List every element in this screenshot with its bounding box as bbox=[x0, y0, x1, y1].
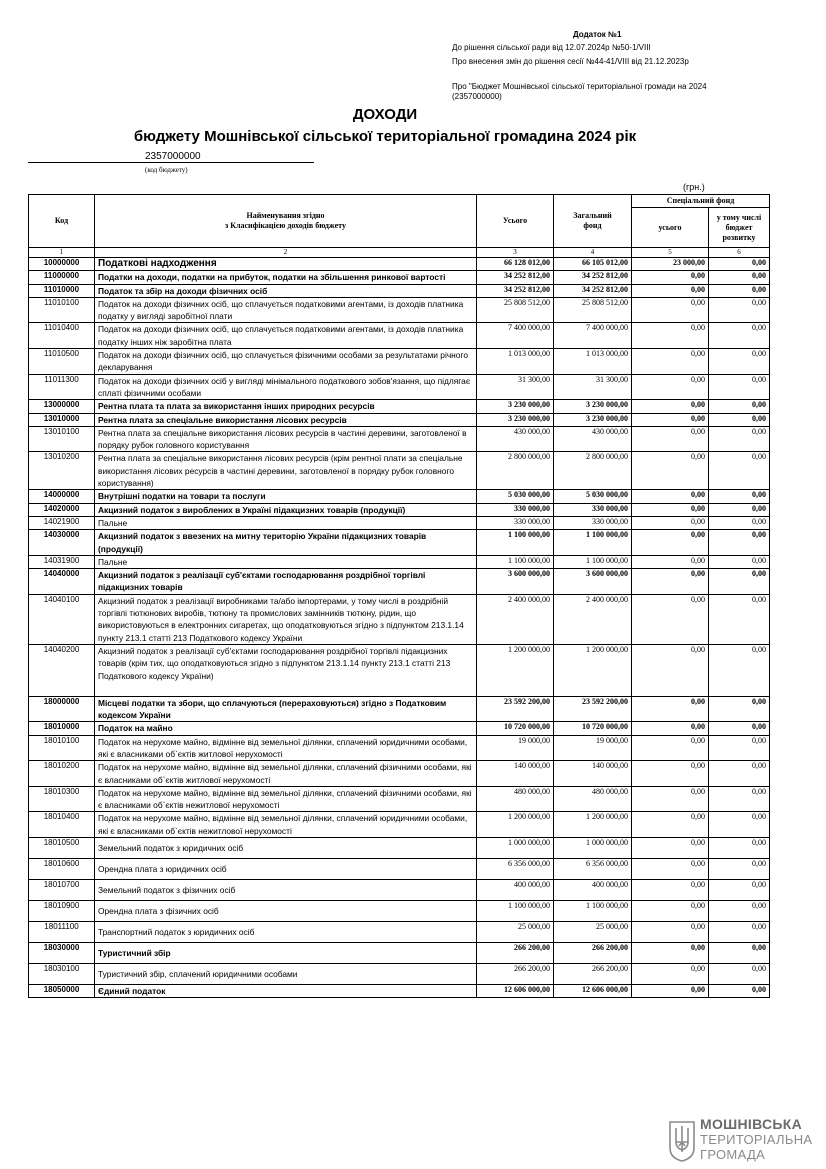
row-name: Акцизний податок з реалізації суб'єктами господарювання роздрібної торгівлі підакцизних товарів bbox=[95, 569, 477, 595]
row-special-fund: 0,00 bbox=[632, 284, 709, 297]
row-code: 18050000 bbox=[29, 985, 95, 998]
row-code: 18010400 bbox=[29, 812, 95, 838]
row-development-budget: 0,00 bbox=[709, 413, 770, 426]
row-development-budget: 0,00 bbox=[709, 555, 770, 568]
row-development-budget: 0,00 bbox=[709, 503, 770, 516]
row-general-fund: 23 592 200,00 bbox=[554, 696, 632, 722]
row-total: 7 400 000,00 bbox=[477, 323, 554, 349]
row-total: 1 013 000,00 bbox=[477, 349, 554, 375]
row-code: 18010700 bbox=[29, 880, 95, 901]
row-total: 1 100 000,00 bbox=[477, 555, 554, 568]
logo-line-2: ТЕРИТОРІАЛЬНА bbox=[700, 1132, 813, 1147]
row-general-fund: 34 252 812,00 bbox=[554, 271, 632, 284]
header-development-budget: у тому числі бюджет розвитку bbox=[709, 208, 770, 248]
header-special-total: усього bbox=[632, 208, 709, 248]
logo-line-1: МОШНІВСЬКА bbox=[700, 1116, 803, 1132]
amendment-line: Про внесення змін до рішення сесії №44-41/VIII від 21.12.2023р bbox=[452, 57, 689, 66]
row-general-fund: 1 100 000,00 bbox=[554, 530, 632, 556]
row-special-fund: 0,00 bbox=[632, 761, 709, 787]
row-general-fund: 1 100 000,00 bbox=[554, 901, 632, 922]
table-row bbox=[29, 516, 770, 529]
table-row bbox=[29, 985, 770, 998]
column-number: 5 bbox=[632, 248, 709, 258]
row-total: 66 128 012,00 bbox=[477, 258, 554, 271]
table-row bbox=[29, 426, 770, 452]
row-code: 11010400 bbox=[29, 323, 95, 349]
table-row bbox=[29, 452, 770, 490]
budget-code-underline bbox=[28, 162, 314, 163]
row-special-fund: 0,00 bbox=[632, 400, 709, 413]
row-general-fund: 25 808 512,00 bbox=[554, 297, 632, 323]
table-row bbox=[29, 761, 770, 787]
row-name: Туристичний збір, сплачений юридичними особами bbox=[95, 964, 477, 985]
row-code: 14020000 bbox=[29, 503, 95, 516]
row-general-fund: 330 000,00 bbox=[554, 516, 632, 529]
row-code: 18010300 bbox=[29, 786, 95, 812]
row-special-fund: 0,00 bbox=[632, 735, 709, 761]
row-name: Податок на нерухоме майно, відмінне від земельної ділянки, сплачений юридичними особами, які є власниками об`єктів нежитлової нерухомості bbox=[95, 812, 477, 838]
row-total: 25 808 512,00 bbox=[477, 297, 554, 323]
table-row bbox=[29, 530, 770, 556]
table-row bbox=[29, 838, 770, 859]
row-special-fund: 0,00 bbox=[632, 696, 709, 722]
row-general-fund: 2 400 000,00 bbox=[554, 594, 632, 644]
row-code: 18010100 bbox=[29, 735, 95, 761]
budget-code: 2357000000 bbox=[145, 151, 201, 162]
row-total: 34 252 812,00 bbox=[477, 271, 554, 284]
row-development-budget: 0,00 bbox=[709, 696, 770, 722]
row-special-fund: 0,00 bbox=[632, 323, 709, 349]
table-row bbox=[29, 503, 770, 516]
header-general-fund: Загальний фонд bbox=[554, 195, 632, 248]
row-total: 12 606 000,00 bbox=[477, 985, 554, 998]
row-special-fund: 0,00 bbox=[632, 555, 709, 568]
table-row bbox=[29, 323, 770, 349]
row-general-fund: 3 230 000,00 bbox=[554, 400, 632, 413]
row-special-fund: 0,00 bbox=[632, 901, 709, 922]
table-row bbox=[29, 922, 770, 943]
row-code: 18010000 bbox=[29, 722, 95, 735]
row-name: Податок на нерухоме майно, відмінне від земельної ділянки, сплачений фізичними особами, які є власниками об`єктів житлової нерухомості bbox=[95, 761, 477, 787]
row-code: 11011300 bbox=[29, 374, 95, 400]
column-number: 2 bbox=[95, 248, 477, 258]
row-development-budget: 0,00 bbox=[709, 374, 770, 400]
row-development-budget: 0,00 bbox=[709, 943, 770, 964]
row-name: Рентна плата за спеціальне використання лісових ресурсів bbox=[95, 413, 477, 426]
row-development-budget: 0,00 bbox=[709, 761, 770, 787]
row-name: Податок на нерухоме майно, відмінне від земельної ділянки, сплачений юридичними особами, які є власниками об`єктів житлової нерухомості bbox=[95, 735, 477, 761]
row-general-fund: 5 030 000,00 bbox=[554, 490, 632, 503]
row-code: 14021900 bbox=[29, 516, 95, 529]
row-code: 13010100 bbox=[29, 426, 95, 452]
table-row bbox=[29, 271, 770, 284]
row-code: 18030100 bbox=[29, 964, 95, 985]
row-special-fund: 23 000,00 bbox=[632, 258, 709, 271]
row-special-fund: 0,00 bbox=[632, 880, 709, 901]
row-name: Податок на доходи фізичних осіб, що сплачується податковими агентами, із доходів платника податку у вигляді заробітної плати bbox=[95, 297, 477, 323]
table-row bbox=[29, 880, 770, 901]
row-total: 25 000,00 bbox=[477, 922, 554, 943]
row-development-budget: 0,00 bbox=[709, 258, 770, 271]
row-general-fund: 31 300,00 bbox=[554, 374, 632, 400]
row-special-fund: 0,00 bbox=[632, 297, 709, 323]
row-total: 330 000,00 bbox=[477, 516, 554, 529]
table-row bbox=[29, 490, 770, 503]
row-code: 13010000 bbox=[29, 413, 95, 426]
table-row bbox=[29, 964, 770, 985]
table-row bbox=[29, 284, 770, 297]
row-development-budget: 0,00 bbox=[709, 812, 770, 838]
row-general-fund: 1 000 000,00 bbox=[554, 838, 632, 859]
row-code: 14000000 bbox=[29, 490, 95, 503]
row-code: 11010100 bbox=[29, 297, 95, 323]
row-total: 400 000,00 bbox=[477, 880, 554, 901]
row-name: Податок на доходи фізичних осіб, що сплачується податковими агентами, із доходів платника податку інших ніж заробітна плата bbox=[95, 323, 477, 349]
row-total: 23 592 200,00 bbox=[477, 696, 554, 722]
row-general-fund: 6 356 000,00 bbox=[554, 859, 632, 880]
row-total: 266 200,00 bbox=[477, 943, 554, 964]
currency-unit: (грн.) bbox=[683, 182, 705, 192]
column-number: 3 bbox=[477, 248, 554, 258]
table-row bbox=[29, 569, 770, 595]
row-total: 6 356 000,00 bbox=[477, 859, 554, 880]
row-code: 10000000 bbox=[29, 258, 95, 271]
row-code: 14040000 bbox=[29, 569, 95, 595]
row-special-fund: 0,00 bbox=[632, 644, 709, 696]
row-total: 31 300,00 bbox=[477, 374, 554, 400]
row-general-fund: 266 200,00 bbox=[554, 943, 632, 964]
header-total: Усього bbox=[477, 195, 554, 248]
row-development-budget: 0,00 bbox=[709, 722, 770, 735]
row-name: Орендна плата з юридичних осіб bbox=[95, 859, 477, 880]
row-special-fund: 0,00 bbox=[632, 271, 709, 284]
decision-line: До рішення сільської ради від 12.07.2024р №50-1/VIII bbox=[452, 43, 651, 52]
row-general-fund: 1 013 000,00 bbox=[554, 349, 632, 375]
row-name: Акцизний податок з реалізації виробниками та/або імпортерами, у тому числі в роздрібній торгівлі тютюнових виробів, тютюну та промислових замінників тютюну, рідин, що використовуються в електронних сигаретах, що оподатковуються згідно з підпунктом 213.1.14 пункту 213.1 статті 213 Податкового кодексу України bbox=[95, 594, 477, 644]
page-subtitle: бюджету Мошнівської сільської територіальної громадина 2024 рік bbox=[133, 128, 637, 145]
row-code: 14030000 bbox=[29, 530, 95, 556]
row-general-fund: 66 105 012,00 bbox=[554, 258, 632, 271]
row-development-budget: 0,00 bbox=[709, 786, 770, 812]
row-development-budget: 0,00 bbox=[709, 426, 770, 452]
row-general-fund: 12 606 000,00 bbox=[554, 985, 632, 998]
row-general-fund: 3 230 000,00 bbox=[554, 413, 632, 426]
row-development-budget: 0,00 bbox=[709, 838, 770, 859]
table-row bbox=[29, 644, 770, 696]
row-code: 11010500 bbox=[29, 349, 95, 375]
row-name: Земельний податок з юридичних осіб bbox=[95, 838, 477, 859]
row-development-budget: 0,00 bbox=[709, 569, 770, 595]
table-row bbox=[29, 722, 770, 735]
row-total: 430 000,00 bbox=[477, 426, 554, 452]
row-special-fund: 0,00 bbox=[632, 503, 709, 516]
row-name: Акцизний податок з реалізації суб'єктами господарювання роздрібної торгівлі підакцизних товарів (крім тих, що оподатковуються згідно з підпунктом 213.1.14 пункту 213.1 статті 213 Податкового кодексу України) bbox=[95, 644, 477, 696]
row-total: 3 230 000,00 bbox=[477, 400, 554, 413]
row-total: 3 600 000,00 bbox=[477, 569, 554, 595]
row-name: Податок та збір на доходи фізичних осіб bbox=[95, 284, 477, 297]
table-row bbox=[29, 555, 770, 568]
row-total: 266 200,00 bbox=[477, 964, 554, 985]
budget-reference-line: Про "Бюджет Мошнівської сільської територіальної громади на 2024 bbox=[452, 82, 707, 91]
row-development-budget: 0,00 bbox=[709, 859, 770, 880]
row-general-fund: 140 000,00 bbox=[554, 761, 632, 787]
row-special-fund: 0,00 bbox=[632, 812, 709, 838]
row-name: Акцизний податок з ввезених на митну територію України підакцизних товарів (продукції) bbox=[95, 530, 477, 556]
row-general-fund: 3 600 000,00 bbox=[554, 569, 632, 595]
table-row bbox=[29, 812, 770, 838]
header-name: Найменування згідно з Класифікацією доходів бюджету bbox=[95, 195, 477, 248]
row-name: Податок на доходи фізичних осіб у вигляді мінімального податкового зобов'язання, що підлягає сплаті фізичними особами bbox=[95, 374, 477, 400]
row-name: Земельний податок з фізичних осіб bbox=[95, 880, 477, 901]
row-development-budget: 0,00 bbox=[709, 985, 770, 998]
row-development-budget: 0,00 bbox=[709, 644, 770, 696]
row-development-budget: 0,00 bbox=[709, 516, 770, 529]
row-development-budget: 0,00 bbox=[709, 271, 770, 284]
row-total: 480 000,00 bbox=[477, 786, 554, 812]
row-total: 2 800 000,00 bbox=[477, 452, 554, 490]
row-special-fund: 0,00 bbox=[632, 374, 709, 400]
row-general-fund: 1 200 000,00 bbox=[554, 644, 632, 696]
row-special-fund: 0,00 bbox=[632, 722, 709, 735]
row-name: Єдиний податок bbox=[95, 985, 477, 998]
row-total: 1 100 000,00 bbox=[477, 530, 554, 556]
row-total: 1 200 000,00 bbox=[477, 644, 554, 696]
row-total: 1 200 000,00 bbox=[477, 812, 554, 838]
row-development-budget: 0,00 bbox=[709, 530, 770, 556]
row-name: Рентна плата та плата за використання інших природних ресурсів bbox=[95, 400, 477, 413]
table-row bbox=[29, 349, 770, 375]
column-number: 1 bbox=[29, 248, 95, 258]
row-development-budget: 0,00 bbox=[709, 349, 770, 375]
row-name: Рентна плата за спеціальне використання лісових ресурсів (крім рентної плати за спеціальне використання лісових ресурсів в частині деревини, заготовленої в порядку рубок головного користування) bbox=[95, 452, 477, 490]
row-general-fund: 266 200,00 bbox=[554, 964, 632, 985]
row-special-fund: 0,00 bbox=[632, 569, 709, 595]
row-special-fund: 0,00 bbox=[632, 594, 709, 644]
row-name: Пальне bbox=[95, 555, 477, 568]
row-development-budget: 0,00 bbox=[709, 964, 770, 985]
row-name: Транспортний податок з юридичних осіб bbox=[95, 922, 477, 943]
row-general-fund: 430 000,00 bbox=[554, 426, 632, 452]
row-name: Податки на доходи, податки на прибуток, податки на збільшення ринкової вартості bbox=[95, 271, 477, 284]
row-total: 1 100 000,00 bbox=[477, 901, 554, 922]
row-special-fund: 0,00 bbox=[632, 922, 709, 943]
table-row bbox=[29, 413, 770, 426]
appendix-label: Додаток №1 bbox=[573, 30, 622, 39]
column-number: 4 bbox=[554, 248, 632, 258]
row-development-budget: 0,00 bbox=[709, 922, 770, 943]
row-development-budget: 0,00 bbox=[709, 323, 770, 349]
header-code: Код bbox=[29, 195, 95, 248]
row-total: 5 030 000,00 bbox=[477, 490, 554, 503]
table-row bbox=[29, 735, 770, 761]
row-code: 13000000 bbox=[29, 400, 95, 413]
row-special-fund: 0,00 bbox=[632, 838, 709, 859]
row-development-budget: 0,00 bbox=[709, 880, 770, 901]
row-special-fund: 0,00 bbox=[632, 985, 709, 998]
row-development-budget: 0,00 bbox=[709, 594, 770, 644]
table-row bbox=[29, 594, 770, 644]
trident-emblem-icon bbox=[668, 1118, 696, 1162]
table-row bbox=[29, 859, 770, 880]
budget-reference-code: (2357000000) bbox=[452, 92, 502, 101]
community-logo bbox=[668, 1116, 813, 1166]
row-special-fund: 0,00 bbox=[632, 859, 709, 880]
row-code: 18000000 bbox=[29, 696, 95, 722]
row-name: Внутрішні податки на товари та послуги bbox=[95, 490, 477, 503]
row-general-fund: 25 000,00 bbox=[554, 922, 632, 943]
row-code: 18010600 bbox=[29, 859, 95, 880]
row-special-fund: 0,00 bbox=[632, 349, 709, 375]
row-development-budget: 0,00 bbox=[709, 901, 770, 922]
row-name: Податок на нерухоме майно, відмінне від земельної ділянки, сплачений фізичними особами, які є власниками об`єктів нежитлової нерухомості bbox=[95, 786, 477, 812]
column-number: 6 bbox=[709, 248, 770, 258]
row-special-fund: 0,00 bbox=[632, 516, 709, 529]
row-development-budget: 0,00 bbox=[709, 490, 770, 503]
row-special-fund: 0,00 bbox=[632, 426, 709, 452]
row-name: Місцеві податки та збори, що сплачуються (перераховуються) згідно з Податковим кодексом України bbox=[95, 696, 477, 722]
budget-code-caption: (код бюджету) bbox=[145, 166, 188, 174]
table-row bbox=[29, 943, 770, 964]
row-total: 10 720 000,00 bbox=[477, 722, 554, 735]
row-name: Податок на майно bbox=[95, 722, 477, 735]
row-name: Податок на доходи фізичних осіб, що сплачується фізичними особами за результатами річного декларування bbox=[95, 349, 477, 375]
row-total: 19 000,00 bbox=[477, 735, 554, 761]
table-row bbox=[29, 786, 770, 812]
row-general-fund: 480 000,00 bbox=[554, 786, 632, 812]
row-special-fund: 0,00 bbox=[632, 786, 709, 812]
row-code: 18010500 bbox=[29, 838, 95, 859]
row-total: 1 000 000,00 bbox=[477, 838, 554, 859]
page-title: ДОХОДИ bbox=[352, 106, 418, 123]
row-code: 14040200 bbox=[29, 644, 95, 696]
row-code: 13010200 bbox=[29, 452, 95, 490]
table-row bbox=[29, 297, 770, 323]
table-row bbox=[29, 901, 770, 922]
row-code: 11000000 bbox=[29, 271, 95, 284]
row-total: 34 252 812,00 bbox=[477, 284, 554, 297]
row-name: Акцизний податок з вироблених в Україні підакцизних товарів (продукції) bbox=[95, 503, 477, 516]
table-row bbox=[29, 696, 770, 722]
row-code: 18011100 bbox=[29, 922, 95, 943]
table-row bbox=[29, 258, 770, 271]
column-number-row bbox=[29, 248, 770, 258]
row-code: 14031900 bbox=[29, 555, 95, 568]
table-row bbox=[29, 374, 770, 400]
header-special-fund: Спеціальний фонд bbox=[632, 195, 770, 208]
row-total: 140 000,00 bbox=[477, 761, 554, 787]
row-general-fund: 330 000,00 bbox=[554, 503, 632, 516]
row-development-budget: 0,00 bbox=[709, 297, 770, 323]
logo-line-3: ГРОМАДА bbox=[700, 1147, 766, 1162]
row-special-fund: 0,00 bbox=[632, 943, 709, 964]
row-code: 18010200 bbox=[29, 761, 95, 787]
revenue-table bbox=[28, 194, 770, 998]
row-total: 2 400 000,00 bbox=[477, 594, 554, 644]
row-general-fund: 1 200 000,00 bbox=[554, 812, 632, 838]
row-special-fund: 0,00 bbox=[632, 964, 709, 985]
row-code: 18030000 bbox=[29, 943, 95, 964]
row-total: 3 230 000,00 bbox=[477, 413, 554, 426]
row-name: Податкові надходження bbox=[95, 258, 477, 271]
row-code: 14040100 bbox=[29, 594, 95, 644]
row-special-fund: 0,00 bbox=[632, 452, 709, 490]
row-special-fund: 0,00 bbox=[632, 530, 709, 556]
row-code: 11010000 bbox=[29, 284, 95, 297]
row-code: 18010900 bbox=[29, 901, 95, 922]
row-general-fund: 10 720 000,00 bbox=[554, 722, 632, 735]
row-name: Рентна плата за спеціальне використання лісових ресурсів в частині деревини, заготовленої в порядку рубок головного користування bbox=[95, 426, 477, 452]
row-development-budget: 0,00 bbox=[709, 452, 770, 490]
table-row bbox=[29, 400, 770, 413]
row-general-fund: 34 252 812,00 bbox=[554, 284, 632, 297]
row-development-budget: 0,00 bbox=[709, 735, 770, 761]
row-name: Орендна плата з фізичних осіб bbox=[95, 901, 477, 922]
row-general-fund: 7 400 000,00 bbox=[554, 323, 632, 349]
row-general-fund: 19 000,00 bbox=[554, 735, 632, 761]
row-general-fund: 1 100 000,00 bbox=[554, 555, 632, 568]
row-name: Туристичний збір bbox=[95, 943, 477, 964]
row-special-fund: 0,00 bbox=[632, 413, 709, 426]
row-special-fund: 0,00 bbox=[632, 490, 709, 503]
row-development-budget: 0,00 bbox=[709, 400, 770, 413]
row-general-fund: 400 000,00 bbox=[554, 880, 632, 901]
row-development-budget: 0,00 bbox=[709, 284, 770, 297]
row-name: Пальне bbox=[95, 516, 477, 529]
row-general-fund: 2 800 000,00 bbox=[554, 452, 632, 490]
row-total: 330 000,00 bbox=[477, 503, 554, 516]
